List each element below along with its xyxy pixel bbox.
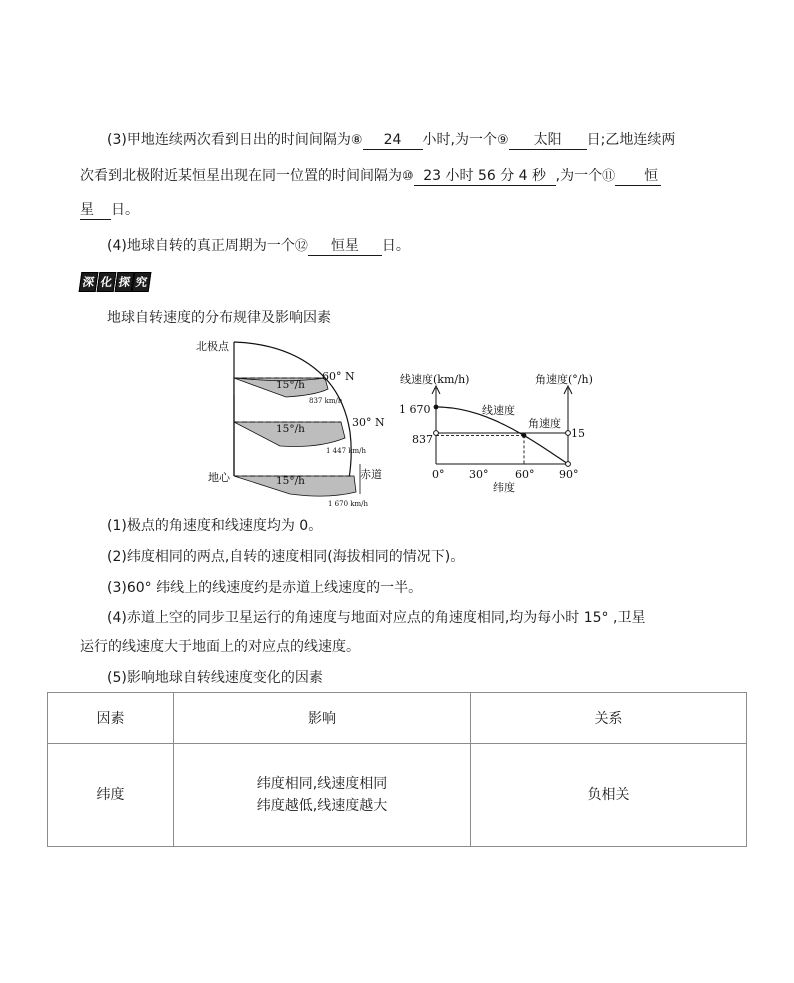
text: 日;乙地连续两 [586, 132, 676, 148]
figure-svg [190, 336, 610, 514]
globe-diagram [196, 339, 385, 508]
point-0 [434, 405, 439, 410]
y-axis-right-label: 角速度(°/h) [535, 373, 593, 386]
text: (1)极点的角速度和线速度均为 0。 [107, 518, 323, 534]
effect-line: 纬度相同,线速度相同 [256, 776, 388, 792]
text: (2)纬度相同的两点,自转的速度相同(海拔相同的情况下)。 [107, 549, 465, 565]
blank-number: ⑫ [294, 239, 308, 254]
answer-blank: 太阳 [509, 132, 587, 150]
point-2 [107, 547, 464, 567]
badge-char: 究 [132, 272, 152, 292]
table-row [48, 744, 747, 847]
text: 日。 [381, 238, 410, 254]
column-header: 影响 [174, 693, 471, 744]
badge-char: 深 [79, 272, 99, 292]
para3-line1 [107, 130, 675, 151]
linear-speed-eq: 1 670 km/h [328, 500, 369, 508]
x-tick-60: 60° [515, 468, 535, 481]
text: 地球自转速度的分布规律及影响因素 [107, 310, 331, 326]
badge-char: 探 [114, 272, 134, 292]
north-pole-label: 北极点 [196, 340, 229, 353]
angular-speed-60: 15°/h [276, 379, 305, 391]
answer-blank: 恒 [615, 168, 661, 186]
text: (3)60° 纬线上的线速度约是赤道上线速度的一半。 [107, 580, 423, 596]
section-title [107, 308, 331, 328]
point-90 [566, 462, 571, 467]
effect-cell [174, 744, 471, 847]
para4-line [107, 236, 410, 257]
text: 次看到北极附近某恒星出现在同一位置的时间间隔为 [80, 168, 402, 184]
tick-1670: 1 670 [399, 403, 431, 416]
tick-837: 837 [412, 433, 433, 446]
point-4 [107, 608, 645, 628]
angular-speed-30: 15°/h [276, 423, 305, 435]
text: 日。 [111, 202, 139, 218]
point-60 [522, 433, 527, 438]
text: ,为一个 [555, 168, 603, 184]
relation-cell: 负相关 [471, 744, 747, 847]
effect-line: 纬度越低,线速度越大 [256, 798, 388, 814]
factors-table [47, 692, 747, 847]
text: (5)影响地球自转线速度变化的因素 [107, 670, 323, 686]
blank-number: ⑪ [602, 169, 616, 184]
point-3 [107, 578, 422, 598]
column-header: 关系 [471, 693, 747, 744]
curve-label: 线速度 [482, 404, 515, 417]
point-0-angular [434, 431, 439, 436]
answer-blank: 星 [80, 202, 111, 220]
column-header: 因素 [48, 693, 174, 744]
x-tick-0: 0° [432, 468, 445, 481]
text: (3)甲地连续两次看到日出的时间间隔为 [107, 132, 351, 148]
text: (4)地球自转的真正周期为一个 [107, 238, 295, 254]
point-1 [107, 516, 322, 536]
table-header-row [48, 693, 747, 744]
point-5 [107, 668, 323, 688]
equator-label: 赤道 [360, 468, 382, 481]
angular-speed-eq: 15°/h [276, 475, 305, 487]
text: 运行的线速度大于地面上的对应点的线速度。 [80, 639, 360, 655]
text: 小时,为一个 [422, 132, 497, 148]
lat-30-label: 30° N [352, 416, 385, 429]
answer-blank: 恒星 [308, 238, 382, 256]
rotation-speed-figure [190, 336, 610, 518]
speed-chart [399, 372, 593, 494]
x-tick-30: 30° [469, 468, 489, 481]
linear-speed-60: 837 km/h [309, 397, 343, 405]
earth-center-label: 地心 [208, 471, 230, 484]
blank-number: ⑧ [350, 133, 363, 148]
lat-60-label: 60° N [322, 370, 355, 383]
text: (4)赤道上空的同步卫星运行的角速度与地面对应点的角速度相同,均为每小时 15° ,卫星 [107, 610, 646, 626]
answer-blank: 24 [363, 132, 423, 150]
para3-line2 [80, 166, 661, 187]
x-tick-90: 90° [559, 468, 579, 481]
blank-number: ⑨ [496, 133, 509, 148]
tick-15: 15 [571, 427, 585, 440]
badge-char: 化 [96, 272, 116, 292]
section-badge [80, 272, 150, 292]
blank-number: ⑩ [402, 169, 414, 184]
line-label: 角速度 [528, 417, 561, 430]
y-axis-left-label: 线速度(km/h) [400, 373, 470, 386]
x-axis-label: 纬度 [493, 481, 515, 494]
factor-cell: 纬度 [48, 744, 174, 847]
para3-line3 [80, 200, 139, 220]
answer-blank: 23 小时 56 分 4 秒 [414, 168, 556, 186]
point-90-angular [566, 431, 571, 436]
linear-speed-30: 1 447 km/h [326, 447, 367, 455]
point-4-cont [80, 637, 360, 657]
